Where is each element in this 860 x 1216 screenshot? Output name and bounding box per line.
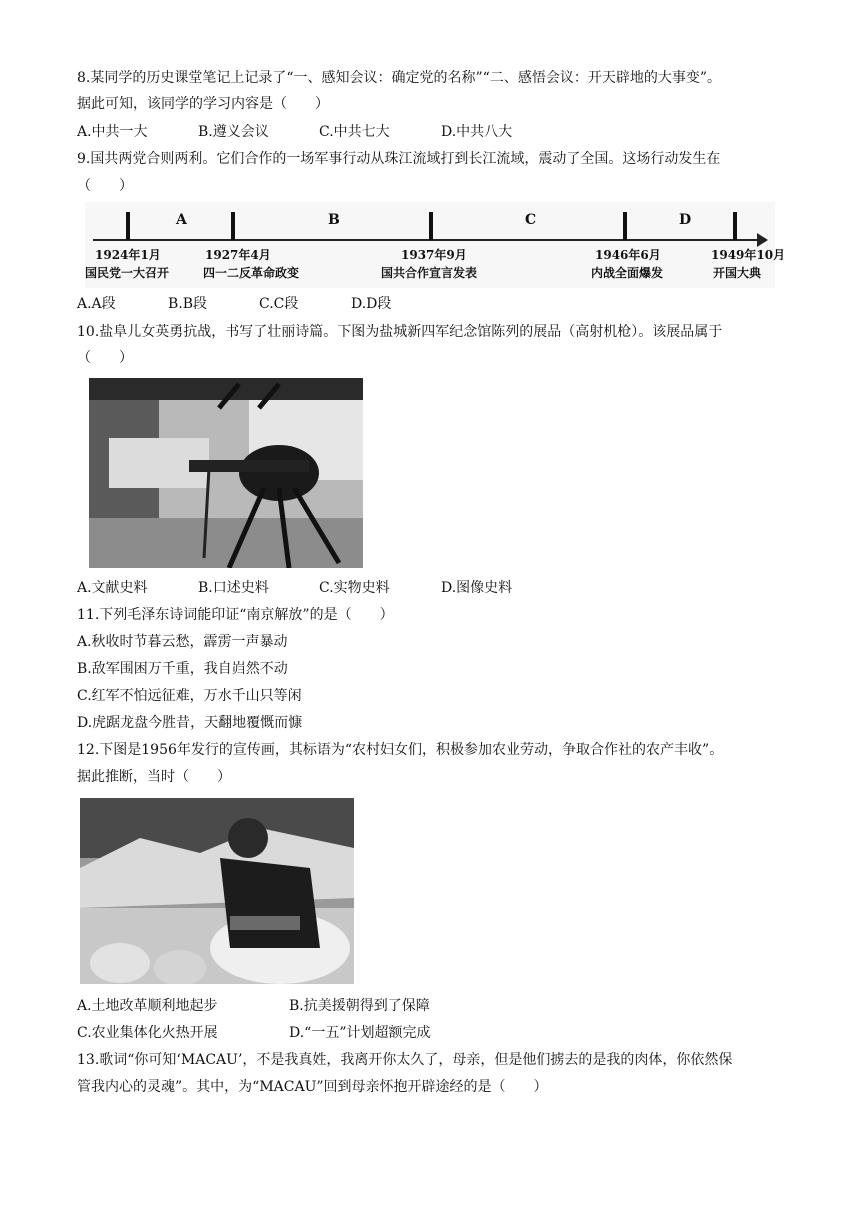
q8-stem-line2: 据此可知，该同学的学习内容是（ ） xyxy=(77,96,329,112)
q11-option-c: C.红军不怕远征难，万水千山只等闲 xyxy=(77,688,302,704)
q9-stem-line1: 9.国共两党合则两利。它们合作的一场军事行动从珠江流域打到长江流域，震动了全国。这场行动发生在 xyxy=(77,151,721,167)
q12-option-a: A.土地改革顺利地起步 xyxy=(77,998,218,1014)
q8-option-d: D.中共八大 xyxy=(441,124,513,140)
q9-option-d: D.D段 xyxy=(351,296,392,312)
q10-option-b: B.口述史料 xyxy=(198,580,269,596)
timeline-event: 国共合作宣言发表 xyxy=(381,266,478,280)
timeline-date: 1924年1月 xyxy=(95,248,161,262)
timeline-date: 1937年9月 xyxy=(401,248,467,262)
q9-option-b: B.B段 xyxy=(168,296,208,312)
q13-stem-line2: 管我内心的灵魂”。其中，为“MACAU”回到母亲怀抱开辟途经的是（ ） xyxy=(77,1079,548,1095)
q8-option-a: A.中共一大 xyxy=(77,124,148,140)
timeline-tick xyxy=(623,212,627,240)
q13-stem-line1: 13.歌词“你可知‘MACAU’，不是我真姓，我离开你太久了，母亲，但是他们掳去的是我的肉体，你依然保 xyxy=(77,1052,733,1068)
q10-stem-line1: 10.盐阜儿女英勇抗战，书写了壮丽诗篇。下图为盐城新四军纪念馆陈列的展品（高射机枪）。该展品属于 xyxy=(77,324,723,340)
q11-option-a: A.秋收时节暮云愁，霹雳一声暴动 xyxy=(77,634,288,650)
timeline-date: 1927年4月 xyxy=(205,248,271,262)
timeline-segment-a: A xyxy=(176,212,187,228)
q12-stem-line2: 据此推断，当时（ ） xyxy=(77,769,231,785)
q10-stem-line2: （ ） xyxy=(77,350,133,366)
timeline-date: 1946年6月 xyxy=(595,248,661,262)
propaganda-poster-photo xyxy=(80,798,354,984)
q9-stem-line2: （ ） xyxy=(77,178,133,194)
timeline-segment-c: C xyxy=(525,212,537,228)
q10-option-a: A.文献史料 xyxy=(77,580,148,596)
timeline-segment-b: B xyxy=(328,212,340,228)
q10-option-d: D.图像史料 xyxy=(441,580,513,596)
q10-option-c: C.实物史料 xyxy=(319,580,390,596)
q12-option-c: C.农业集体化火热开展 xyxy=(77,1025,218,1041)
timeline-segment-d: D xyxy=(679,212,692,228)
q12-option-b: B.抗美援朝得到了保障 xyxy=(289,998,430,1014)
timeline-event: 国民党一大召开 xyxy=(85,266,170,280)
timeline-event: 四一二反革命政变 xyxy=(203,266,300,280)
timeline-date: 1949年10月 xyxy=(711,248,786,262)
q8-option-c: C.中共七大 xyxy=(319,124,390,140)
q12-stem-line1: 12.下图是1956年发行的宣传画，其标语为“农村妇女们，积极参加农业劳动，争取合作社的农产丰收”。 xyxy=(77,742,724,758)
q11-option-b: B.敌军围困万千重，我自岿然不动 xyxy=(77,661,288,677)
q11-option-d: D.虎踞龙盘今胜昔，天翻地覆慨而慷 xyxy=(77,715,303,731)
timeline-tick xyxy=(429,212,433,240)
timeline-tick xyxy=(733,212,737,240)
machine-gun-exhibit-photo xyxy=(89,378,363,568)
q9-timeline xyxy=(85,202,786,288)
timeline-event: 内战全面爆发 xyxy=(591,266,664,280)
timeline-tick xyxy=(231,212,235,240)
timeline-event: 开国大典 xyxy=(713,266,762,280)
q8-stem-line1: 8.某同学的历史课堂笔记上记录了“一、感知会议：确定党的名称”“二、感悟会议：开天辟地的大事变”。 xyxy=(77,70,721,86)
timeline-arrow-icon xyxy=(757,233,768,247)
q11-stem: 11.下列毛泽东诗词能印证“南京解放”的是（ ） xyxy=(77,607,394,623)
q12-option-d: D.“一五”计划超额完成 xyxy=(289,1025,431,1041)
q8-option-b: B.遵义会议 xyxy=(198,124,269,140)
q9-option-a: A.A段 xyxy=(77,296,116,312)
q9-option-c: C.C段 xyxy=(259,296,299,312)
timeline-tick xyxy=(126,212,130,240)
